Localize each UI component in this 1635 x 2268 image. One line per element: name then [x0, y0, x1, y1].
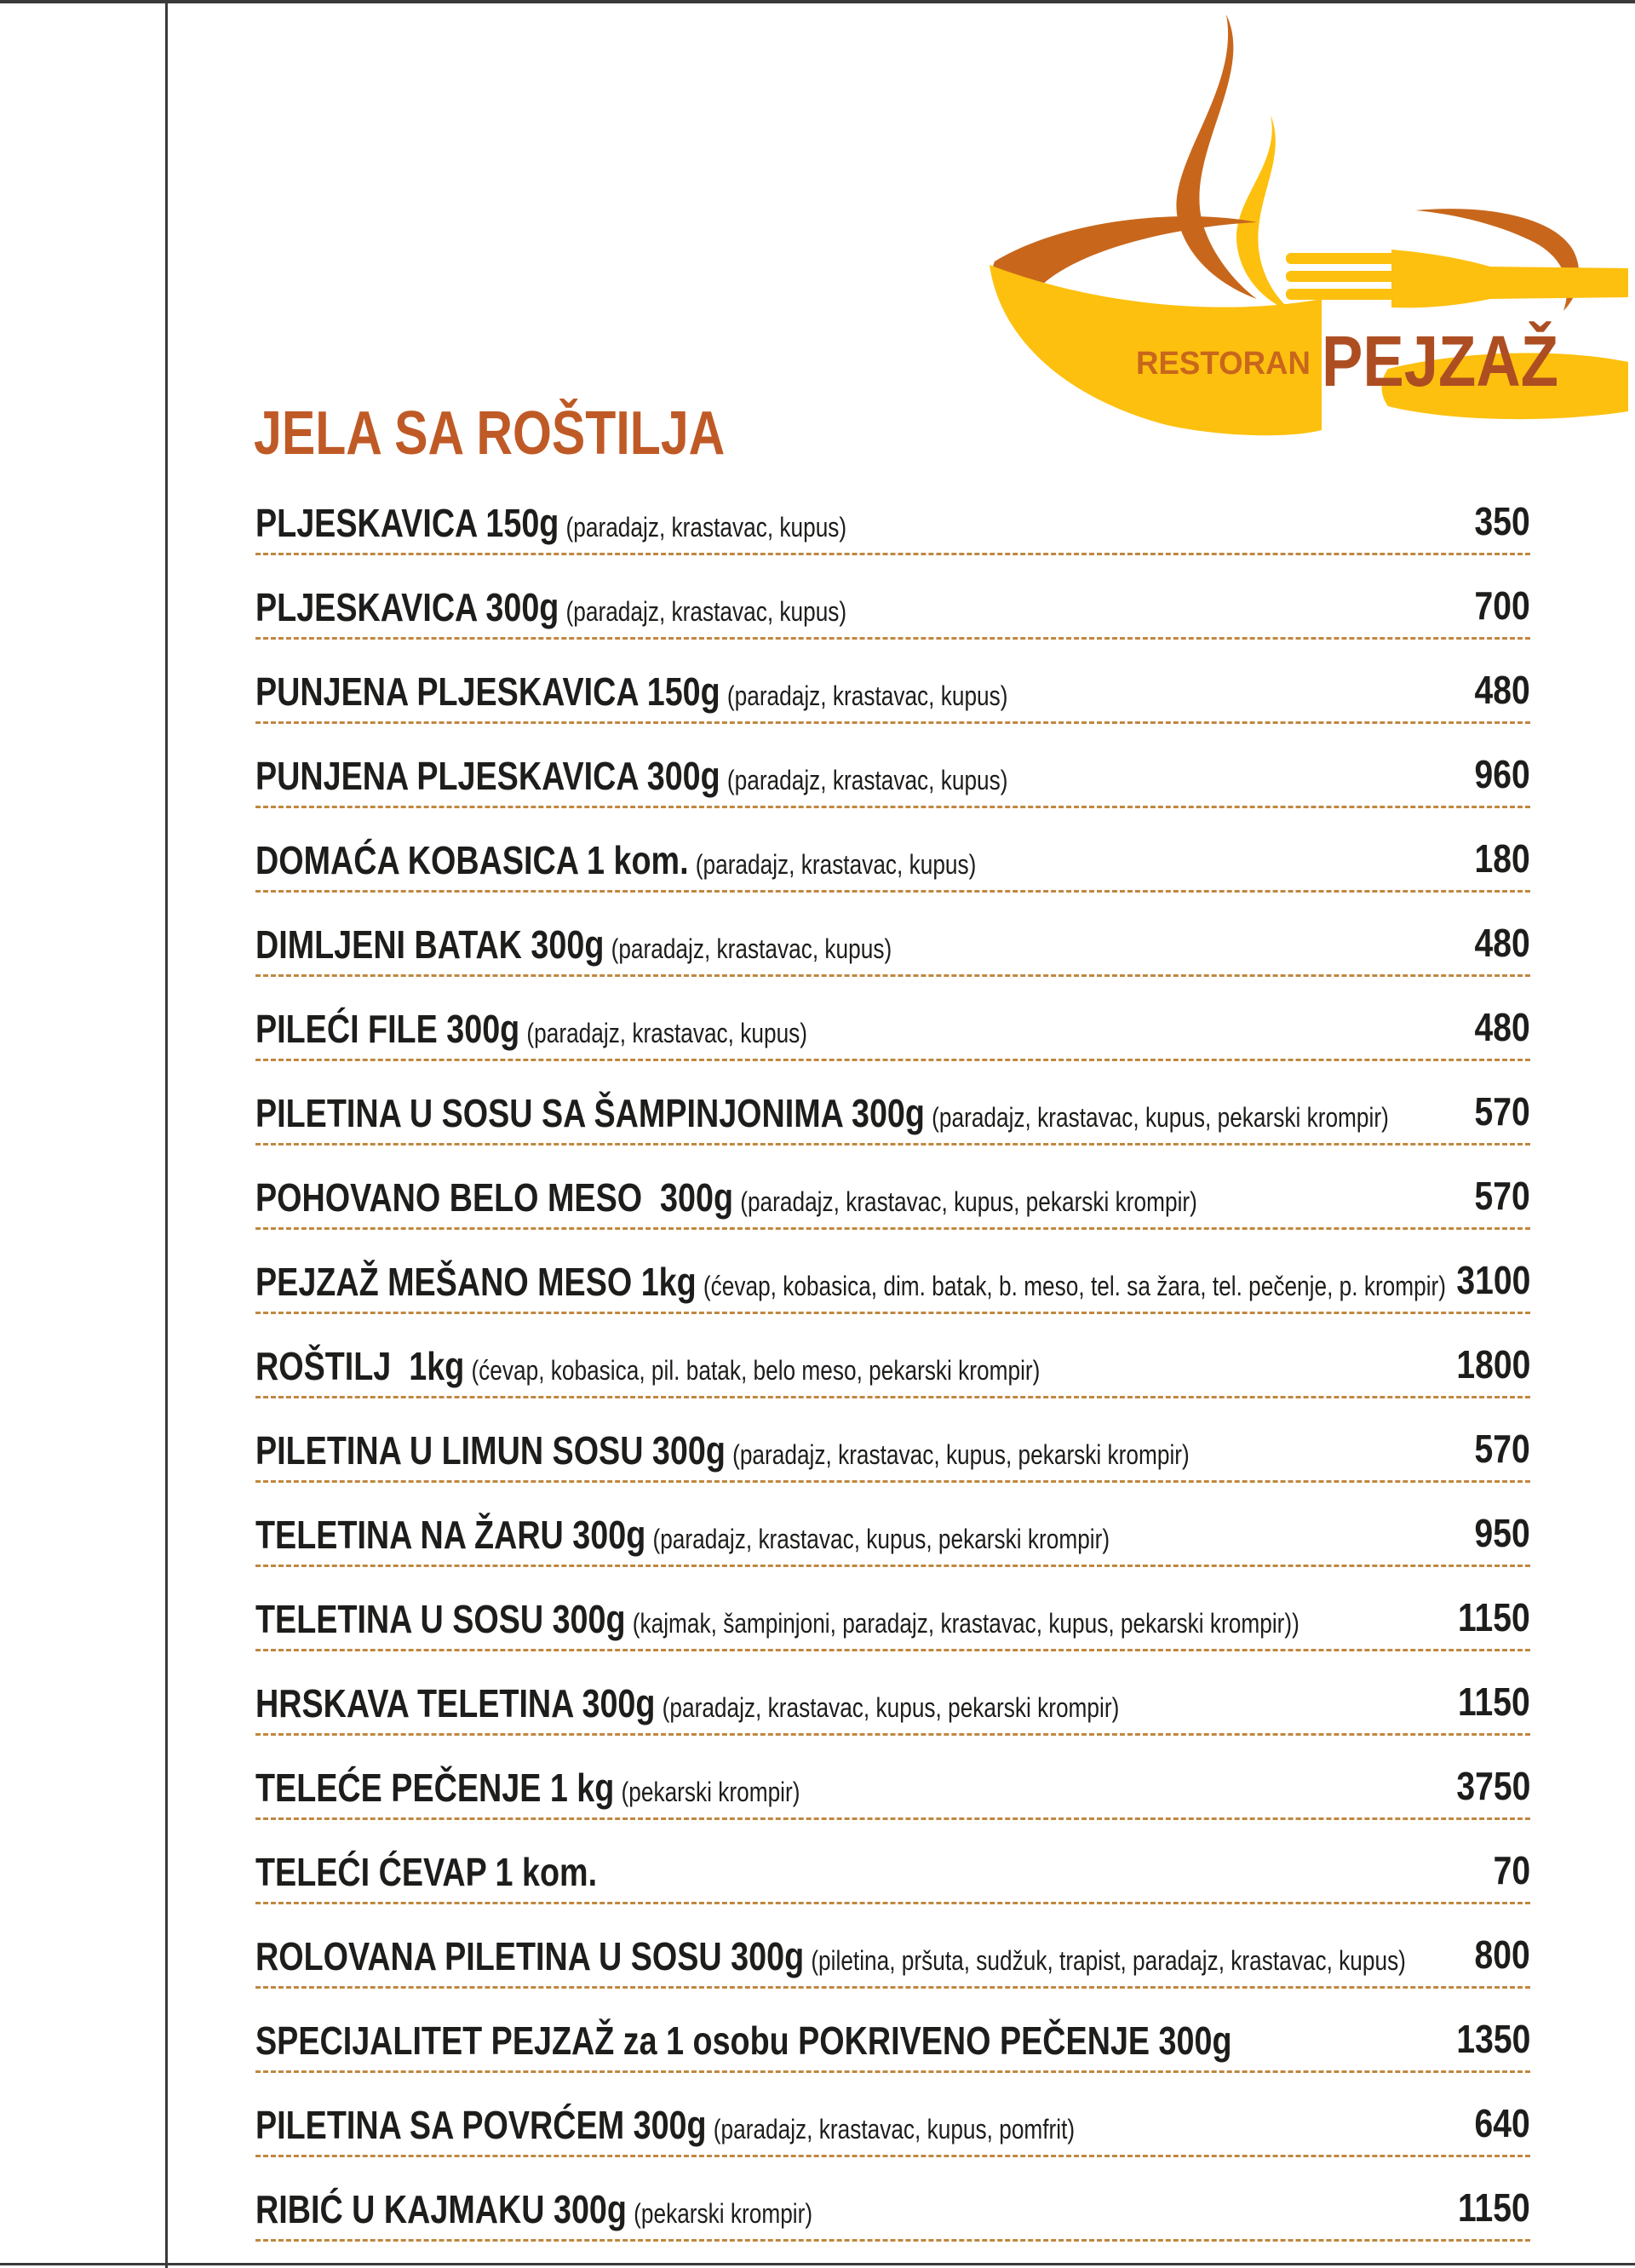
item-desc: (paradajz, krastavac, kupus, pekarski krompir): [932, 1102, 1389, 1133]
item-name: PLJESKAVICA 150g: [255, 501, 559, 545]
item-price: 700: [1474, 583, 1530, 628]
item-desc: (pekarski krompir): [621, 1777, 800, 1807]
restaurant-logo: [955, 4, 1630, 440]
item-price: 570: [1474, 1427, 1530, 1471]
item-desc: (paradajz, krastavac, kupus): [726, 680, 1008, 711]
item-desc: (paradajz, krastavac, kupus): [611, 933, 892, 964]
item-desc: (paradajz, krastavac, kupus, pekarski krompir): [662, 1692, 1120, 1723]
item-desc: (paradajz, krastavac, kupus, pekarski krompir): [732, 1439, 1190, 1470]
menu-item-text: [255, 1933, 1406, 1979]
item-price: 1150: [1458, 1595, 1530, 1639]
item-desc: (paradajz, krastavac, kupus): [565, 596, 847, 627]
item-price: 3100: [1456, 1258, 1530, 1302]
fork-icon: [1286, 250, 1628, 307]
item-desc: (pekarski krompir): [634, 2198, 813, 2229]
item-price: 570: [1474, 1174, 1530, 1218]
menu-item-text: [255, 2102, 1075, 2148]
menu-item-text: [255, 753, 1007, 799]
item-name: POHOVANO BELO MESO 300g: [255, 1175, 734, 1220]
item-desc: (paradajz, krastavac, kupus): [526, 1018, 808, 1048]
item-price: 480: [1474, 668, 1530, 712]
item-name: PILETINA SA POVRĆEM 300g: [255, 2103, 707, 2147]
item-desc: (paradajz, krastavac, kupus): [695, 849, 977, 880]
item-desc: (ćevap, kobasica, dim. batak, b. meso, tel. sa žara, tel. pečenje, p. krompir): [703, 1271, 1447, 1301]
item-name: PUNJENA PLJESKAVICA 150g: [255, 669, 720, 714]
menu-item-row: [255, 1820, 1530, 1904]
item-name: TELETINA NA ŽARU 300g: [255, 1513, 646, 1557]
menu-item-row: [255, 893, 1530, 977]
item-name: TELEĆE PEČENJE 1 kg: [255, 1766, 615, 1810]
top-border-line: [0, 0, 1635, 3]
item-price: 3750: [1456, 1764, 1530, 1808]
item-desc: (paradajz, krastavac, kupus): [565, 512, 847, 543]
menu-item-text: [255, 1849, 597, 1895]
menu-item-row: [255, 1989, 1530, 2073]
menu-item-text: [255, 1680, 1119, 1726]
menu-item-text: [255, 584, 846, 630]
menu-item-row: [255, 1230, 1530, 1314]
item-price: 1800: [1456, 1342, 1530, 1387]
logo-subtitle: RESTORAN: [1136, 346, 1311, 382]
item-price: 180: [1474, 836, 1530, 881]
menu-list: [255, 471, 1530, 2242]
menu-item-row: [255, 1483, 1530, 1567]
item-name: PEJZAŽ MEŠANO MESO 1kg: [255, 1260, 697, 1304]
item-price: 480: [1474, 1005, 1530, 1049]
item-price: 1150: [1458, 2185, 1530, 2230]
item-price: 640: [1474, 2101, 1530, 2145]
item-name: PUNJENA PLJESKAVICA 300g: [255, 754, 720, 798]
menu-item-text: [255, 1596, 1299, 1642]
item-price: 1150: [1458, 1679, 1530, 1724]
menu-item-text: [255, 1259, 1446, 1305]
item-desc: (paradajz, krastavac, kupus, pomfrit): [713, 2114, 1076, 2145]
item-name: SPECIJALITET PEJZAŽ za 1 osobu POKRIVENO PEČENJE 300g: [255, 2018, 1232, 2063]
menu-item-row: [255, 1651, 1530, 1736]
menu-item-row: [255, 1736, 1530, 1820]
section-title: JELA SA ROŠTILJA: [254, 399, 726, 468]
menu-item-text: [255, 1006, 807, 1052]
steam-icon: [1176, 14, 1296, 314]
item-price: 1350: [1456, 2017, 1530, 2061]
menu-item-row: [255, 1314, 1530, 1398]
menu-item-row: [255, 808, 1530, 893]
menu-item-row: [255, 471, 1530, 555]
menu-item-row: [255, 1904, 1530, 1989]
item-name: TELETINA U SOSU 300g: [255, 1597, 626, 1641]
bottom-border-line: [0, 2263, 1635, 2265]
menu-item-row: [255, 1398, 1530, 1483]
logo-title: PEJZAŽ: [1322, 321, 1558, 401]
menu-item-text: [255, 1765, 800, 1811]
item-name: PILEĆI FILE 300g: [255, 1007, 520, 1051]
menu-item-text: [255, 1427, 1190, 1473]
menu-item-text: [255, 1090, 1389, 1136]
item-price: 960: [1474, 752, 1530, 796]
item-price: 70: [1493, 1848, 1530, 1892]
item-name: DIMLJENI BATAK 300g: [255, 922, 605, 967]
menu-item-text: [255, 2186, 812, 2232]
menu-item-text: [255, 1343, 1040, 1389]
item-name: DOMAĆA KOBASICA 1 kom.: [255, 838, 689, 882]
steaming-bowl-with-fork-and-knife-icon: [955, 4, 1630, 440]
item-name: PLJESKAVICA 300g: [255, 585, 559, 629]
left-border-line: [165, 0, 168, 2268]
item-price: 350: [1474, 499, 1530, 543]
menu-item-row: [255, 2157, 1530, 2242]
item-name: PILETINA U SOSU SA ŠAMPINJONIMA 300g: [255, 1091, 925, 1135]
menu-item-text: [255, 669, 1007, 715]
item-name: ROŠTILJ 1kg: [255, 1344, 465, 1388]
menu-item-row: [255, 1061, 1530, 1145]
menu-item-row: [255, 977, 1530, 1061]
menu-item-row: [255, 724, 1530, 808]
menu-item-row: [255, 1145, 1530, 1230]
item-price: 480: [1474, 921, 1530, 965]
item-desc: (piletina, pršuta, sudžuk, trapist, paradajz, krastavac, kupus): [811, 1945, 1406, 1976]
item-name: TELEĆI ĆEVAP 1 kom.: [255, 1850, 598, 1894]
menu-item-row: [255, 555, 1530, 640]
item-desc: (paradajz, krastavac, kupus, pekarski krompir): [740, 1186, 1197, 1217]
item-desc: (ćevap, kobasica, pil. batak, belo meso, pekarski krompir): [471, 1355, 1041, 1386]
item-name: RIBIĆ U KAJMAKU 300g: [255, 2187, 627, 2231]
item-price: 950: [1474, 1511, 1530, 1555]
menu-item-text: [255, 1512, 1110, 1558]
menu-item-text: [255, 500, 846, 546]
item-name: HRSKAVA TELETINA 300g: [255, 1681, 656, 1725]
menu-item-row: [255, 1567, 1530, 1651]
menu-item-text: [255, 837, 976, 883]
item-name: PILETINA U LIMUN SOSU 300g: [255, 1428, 726, 1473]
menu-item-text: [255, 1174, 1197, 1220]
item-desc: (kajmak, šampinjoni, paradajz, krastavac, kupus, pekarski krompir)): [632, 1608, 1299, 1639]
item-name: ROLOVANA PILETINA U SOSU 300g: [255, 1934, 805, 1978]
menu-item-text: [255, 922, 892, 967]
item-price: 800: [1474, 1932, 1530, 1977]
item-price: 570: [1474, 1089, 1530, 1134]
item-desc: (paradajz, krastavac, kupus): [726, 765, 1008, 795]
menu-item-row: [255, 2073, 1530, 2157]
item-desc: (paradajz, krastavac, kupus, pekarski krompir): [652, 1524, 1110, 1554]
menu-item-row: [255, 640, 1530, 724]
menu-item-text: [255, 2018, 1232, 2064]
